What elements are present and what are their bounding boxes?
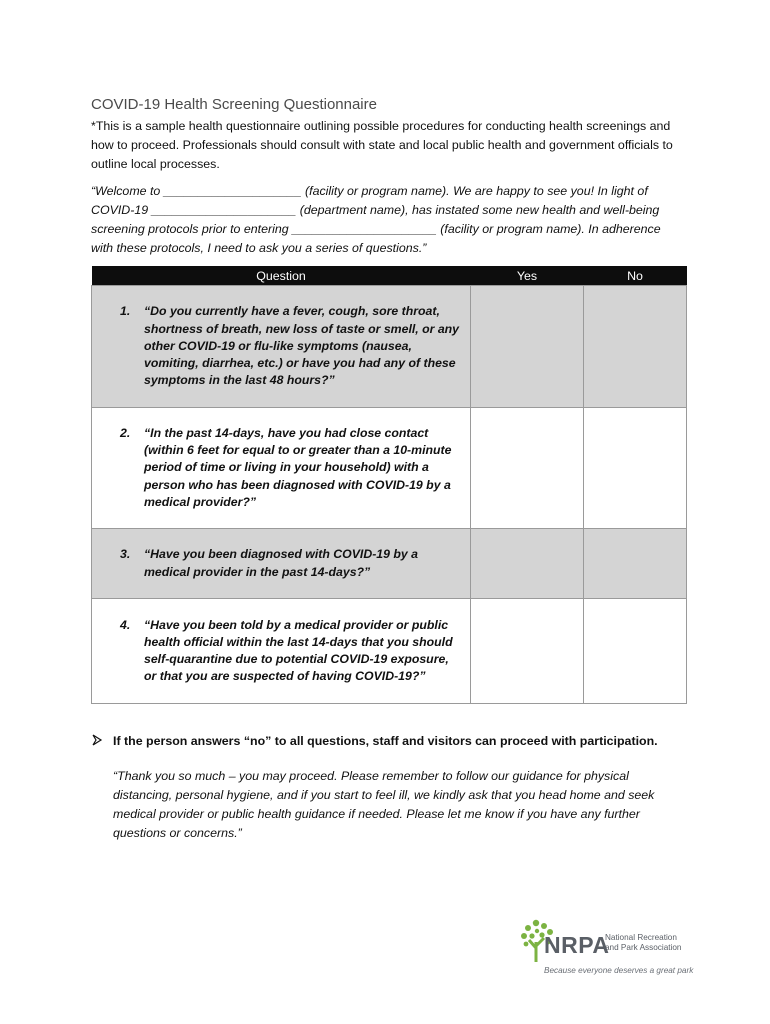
question-cell [92,529,471,599]
question-text: “Do you currently have a fever, cough, sore throat, shortness of breath, new loss of taste or smell, or any other COVID-19 or flu-like symptoms (nausea, vomiting, diarrhea, etc.) or have you had any of these symptoms in the last 48 hours?” [144,304,460,388]
question-number: 4. [120,617,131,632]
proceed-bullet [91,734,686,749]
table-row [92,408,687,529]
no-answer-cell[interactable] [584,286,687,408]
question-number: 2. [120,425,131,440]
question-cell [92,286,471,408]
header-question: Question [92,266,471,286]
yes-answer-cell[interactable] [471,529,584,599]
question-text: “Have you been diagnosed with COVID-19 by a medical provider in the past 14-days?” [144,547,419,579]
table-header-row [92,266,687,286]
arrow-bullet-icon [91,734,113,749]
logo-abbr: NRPA [544,932,610,958]
question-text: “Have you been told by a medical provider or public health official within the last 14-days that you should self-quarantine due to potential COVID-19 exposure, or that you are suspected of having COVID-19?” [144,617,453,684]
page-title: COVID-19 Health Screening Questionnaire [91,96,377,113]
welcome-script: “Welcome to ____________________ (facility or program name). We are happy to see you! In light of COVID-19 _____________________ (department name), has instated some new health and well-being screening protocols prior to entering _____________________ (facility or program name). In adherence with these protocols, I need to ask you a series of questions.” [91,184,661,255]
question-number: 1. [120,304,131,319]
question-number: 3. [120,547,131,562]
logo-org-name [605,933,681,953]
question-text: “In the past 14-days, have you had close contact (within 6 feet for equal to or greater than a 10-minute period of time or living in your household) with a person who has been diagnosed with COVID-19 by a medical provider?” [144,425,452,509]
logo-name-line2: and Park Association [605,943,682,952]
document-page [91,96,686,843]
logo-name-line1: National Recreation [605,933,677,942]
intro-paragraph: *This is a sample health questionnaire outlining possible procedures for conducting health screenings and how to proceed. Professionals should consult with state and local public health and government officials to outline local processes. [91,119,673,171]
no-answer-cell[interactable] [584,599,687,704]
no-answer-cell[interactable] [584,529,687,599]
table-row [92,529,687,599]
header-no: No [584,266,687,286]
header-yes: Yes [471,266,584,286]
yes-answer-cell[interactable] [471,599,584,704]
screening-table [91,266,687,704]
yes-answer-cell[interactable] [471,408,584,529]
yes-answer-cell[interactable] [471,286,584,408]
question-cell [92,408,471,529]
closing-script: “Thank you so much – you may proceed. Please remember to follow our guidance for physical distancing, personal hygiene, and if you start to feel ill, we kindly ask that you head home and seek medical provider or public health guidance if needed. Please let me know if you have any further questions or concerns.” [113,769,655,840]
no-answer-cell[interactable] [584,408,687,529]
table-row [92,286,687,408]
table-row [92,599,687,704]
nrpa-logo [518,918,694,978]
proceed-text: If the person answers “no” to all questions, staff and visitors can proceed with participation. [113,734,658,748]
question-cell [92,599,471,704]
logo-tagline: Because everyone deserves a great park [544,966,694,975]
